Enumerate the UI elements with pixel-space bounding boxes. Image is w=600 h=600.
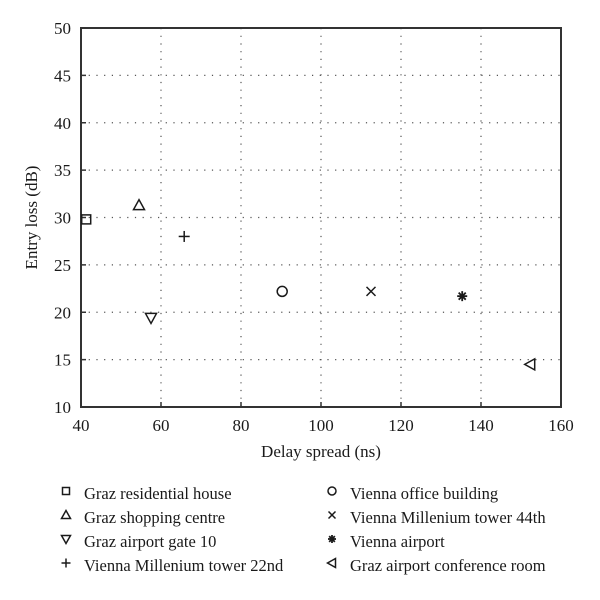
circle-marker-icon (324, 483, 340, 499)
legend-marker (58, 483, 84, 504)
legend-item (58, 531, 216, 552)
asterisk-marker-icon (324, 531, 340, 547)
x-tick-label: 100 (308, 416, 334, 435)
x-tick-label: 120 (388, 416, 414, 435)
y-tick-label: 30 (54, 208, 71, 228)
legend-marker (324, 483, 350, 504)
legend-label: Vienna Millenium tower 22nd (84, 555, 284, 575)
legend-marker (324, 507, 350, 528)
data-point-square (82, 215, 91, 224)
legend-marker (58, 531, 84, 552)
legend-marker (58, 555, 84, 576)
triangle-left-marker-icon (324, 555, 340, 571)
legend-item (324, 555, 546, 576)
legend-marker (58, 507, 84, 528)
plus-marker-icon (58, 555, 74, 571)
legend-label: Vienna airport (350, 531, 445, 551)
legend-marker (324, 531, 350, 552)
legend-marker (324, 555, 350, 576)
y-axis-title: Entry loss (dB) (22, 165, 41, 270)
legend-label: Graz residential house (84, 483, 232, 503)
legend-label: Graz shopping centre (84, 507, 226, 527)
data-points (82, 200, 535, 370)
x-tick-label: 40 (72, 416, 90, 435)
data-point-x (367, 287, 376, 296)
legend-item (324, 483, 498, 504)
legend-item (324, 507, 546, 528)
data-point-triangle-left (525, 359, 535, 370)
legend-label: Vienna Millenium tower 44th (350, 507, 546, 527)
legend-item (324, 531, 445, 552)
x-tick-label: 160 (548, 416, 574, 435)
legend-item (58, 507, 225, 528)
chart-legend (0, 483, 600, 583)
y-tick-label: 10 (54, 398, 71, 417)
x-tick-label: 140 (468, 416, 494, 435)
x-tick-label: 60 (152, 416, 170, 435)
legend-label: Graz airport conference room (350, 555, 546, 575)
y-tick-label: 40 (54, 113, 71, 133)
triangle-up-marker-icon (58, 507, 74, 523)
triangle-down-marker-icon (58, 531, 74, 547)
grid-lines (81, 28, 561, 407)
plot-area-frame (81, 28, 561, 407)
data-point-plus (179, 231, 190, 242)
x-axis-title: Delay spread (ns) (261, 442, 381, 461)
data-point-circle (277, 286, 287, 296)
legend-label: Graz airport gate 10 (84, 531, 217, 551)
data-point-asterisk (457, 291, 467, 301)
x-marker-icon (324, 507, 340, 523)
y-tick-label: 25 (54, 255, 71, 275)
legend-label: Vienna office building (350, 483, 499, 503)
legend-item (58, 483, 232, 504)
y-tick-label: 20 (54, 303, 71, 323)
y-tick-label: 15 (54, 350, 71, 370)
y-tick-label: 45 (54, 66, 71, 86)
square-marker-icon (58, 483, 74, 499)
data-point-triangle-up (134, 200, 145, 210)
axis-ticks (54, 19, 574, 435)
y-tick-label: 35 (54, 161, 71, 181)
legend-item (58, 555, 283, 576)
data-point-triangle-down (146, 313, 157, 323)
x-tick-label: 80 (232, 416, 250, 435)
y-tick-label: 50 (54, 19, 71, 38)
